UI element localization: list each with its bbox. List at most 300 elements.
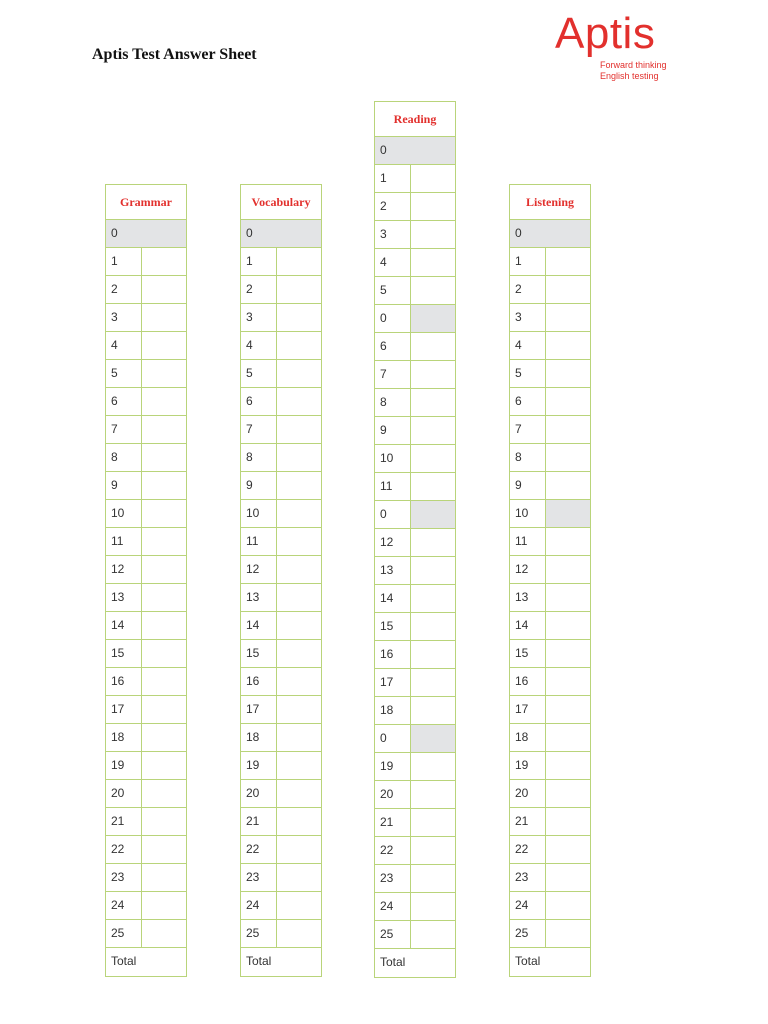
- answer-row: [375, 165, 455, 193]
- question-number: 23: [510, 864, 546, 891]
- question-number: 13: [241, 584, 277, 611]
- answer-row: [375, 417, 455, 445]
- answer-row: [106, 696, 186, 724]
- question-number: 18: [241, 724, 277, 751]
- answer-cell[interactable]: [546, 780, 590, 807]
- answer-row: [375, 585, 455, 613]
- answer-row: [241, 752, 321, 780]
- answer-cell[interactable]: [142, 556, 186, 583]
- answer-row: [510, 724, 590, 752]
- question-number: 10: [106, 500, 142, 527]
- answer-cell[interactable]: [411, 921, 455, 948]
- question-number: 13: [510, 584, 546, 611]
- question-number: 6: [106, 388, 142, 415]
- answer-row: [106, 276, 186, 304]
- question-number: 0: [111, 226, 118, 240]
- answer-cell[interactable]: [546, 248, 590, 275]
- question-number: 23: [375, 865, 411, 892]
- question-number: 14: [241, 612, 277, 639]
- answer-row: [241, 556, 321, 584]
- question-number: 16: [510, 668, 546, 695]
- answer-cell[interactable]: [142, 276, 186, 303]
- answer-cell[interactable]: [142, 724, 186, 751]
- answer-cell[interactable]: [277, 332, 321, 359]
- question-number: 11: [375, 473, 411, 500]
- answer-cell[interactable]: [546, 752, 590, 779]
- answer-cell[interactable]: [411, 613, 455, 640]
- answer-cell[interactable]: [546, 836, 590, 863]
- answer-cell[interactable]: [411, 417, 455, 444]
- answer-row: [241, 304, 321, 332]
- answer-cell[interactable]: [277, 892, 321, 919]
- answer-row: [375, 809, 455, 837]
- answer-row: [375, 725, 455, 753]
- question-number: 8: [375, 389, 411, 416]
- answer-cell[interactable]: [142, 612, 186, 639]
- answer-row: [106, 444, 186, 472]
- answer-row: [510, 612, 590, 640]
- answer-cell[interactable]: [142, 920, 186, 947]
- answer-row: [510, 808, 590, 836]
- answer-cell[interactable]: [142, 836, 186, 863]
- answer-row: [241, 332, 321, 360]
- answer-row: [375, 277, 455, 305]
- question-number: 5: [375, 277, 411, 304]
- question-number: 4: [106, 332, 142, 359]
- question-number: 1: [241, 248, 277, 275]
- answer-row: [375, 669, 455, 697]
- question-number: 12: [375, 529, 411, 556]
- answer-row: [241, 724, 321, 752]
- answer-cell[interactable]: [411, 277, 455, 304]
- answer-cell[interactable]: [277, 780, 321, 807]
- answer-row: [106, 332, 186, 360]
- answer-cell[interactable]: [277, 276, 321, 303]
- question-number: 7: [375, 361, 411, 388]
- answer-cell[interactable]: [142, 696, 186, 723]
- answer-cell[interactable]: [277, 556, 321, 583]
- question-number: 6: [241, 388, 277, 415]
- logo-tagline-line-1: Forward thinking: [600, 60, 667, 70]
- answer-row: [510, 668, 590, 696]
- question-number: 18: [375, 697, 411, 724]
- reading-answer-column: [374, 101, 456, 978]
- question-number: 0: [375, 501, 411, 528]
- answer-cell[interactable]: [142, 500, 186, 527]
- answer-row: [106, 472, 186, 500]
- question-number: 9: [241, 472, 277, 499]
- answer-cell[interactable]: [277, 472, 321, 499]
- question-number: 11: [510, 528, 546, 555]
- question-number: 8: [241, 444, 277, 471]
- answer-cell[interactable]: [546, 276, 590, 303]
- question-number: 16: [106, 668, 142, 695]
- answer-row: [106, 304, 186, 332]
- answer-row: [375, 333, 455, 361]
- question-number: 8: [106, 444, 142, 471]
- answer-cell[interactable]: [411, 697, 455, 724]
- answer-cell[interactable]: [546, 304, 590, 331]
- answer-row: [510, 836, 590, 864]
- page-title: Aptis Test Answer Sheet: [92, 46, 257, 63]
- answer-row: [241, 892, 321, 920]
- answer-cell[interactable]: [546, 332, 590, 359]
- question-number: 12: [106, 556, 142, 583]
- answer-cell[interactable]: [411, 753, 455, 780]
- answer-row: [106, 668, 186, 696]
- answer-cell[interactable]: [142, 360, 186, 387]
- column-heading: Grammar: [106, 185, 186, 220]
- question-number: 2: [241, 276, 277, 303]
- question-number: 14: [375, 585, 411, 612]
- answer-cell[interactable]: [546, 696, 590, 723]
- answer-row: [375, 305, 455, 333]
- question-number: 19: [106, 752, 142, 779]
- question-number: 20: [375, 781, 411, 808]
- answer-row: [106, 780, 186, 808]
- answer-row: [241, 696, 321, 724]
- answer-cell[interactable]: [277, 920, 321, 947]
- answer-cell[interactable]: [277, 640, 321, 667]
- question-number: 6: [510, 388, 546, 415]
- question-number: 11: [241, 528, 277, 555]
- question-number: 22: [510, 836, 546, 863]
- total-label: Total: [515, 954, 541, 968]
- answer-row: [510, 360, 590, 388]
- logo-tagline: [600, 60, 667, 82]
- question-number: 5: [510, 360, 546, 387]
- answer-row: [241, 584, 321, 612]
- question-number: 7: [510, 416, 546, 443]
- answer-cell[interactable]: [546, 472, 590, 499]
- question-number: 0: [246, 226, 253, 240]
- answer-row: [510, 752, 590, 780]
- answer-cell[interactable]: [546, 556, 590, 583]
- question-number: 21: [375, 809, 411, 836]
- answer-cell[interactable]: [411, 837, 455, 864]
- answer-cell[interactable]: [142, 332, 186, 359]
- question-number: 15: [375, 613, 411, 640]
- logo-tagline-line-2: English testing: [600, 71, 659, 81]
- answer-cell[interactable]: [277, 752, 321, 779]
- question-number: 16: [375, 641, 411, 668]
- answer-cell[interactable]: [142, 248, 186, 275]
- question-number: 21: [241, 808, 277, 835]
- logo-wordmark: Aptis: [555, 9, 656, 58]
- answer-cell[interactable]: [277, 500, 321, 527]
- total-row: [510, 948, 590, 976]
- answer-cell[interactable]: [546, 584, 590, 611]
- answer-cell[interactable]: [546, 640, 590, 667]
- question-number: 2: [375, 193, 411, 220]
- answer-cell[interactable]: [546, 416, 590, 443]
- answer-row: [375, 221, 455, 249]
- answer-row: [106, 360, 186, 388]
- total-row: [375, 949, 455, 977]
- answer-cell[interactable]: [277, 528, 321, 555]
- answer-row: [375, 641, 455, 669]
- answer-cell[interactable]: [277, 864, 321, 891]
- answer-cell[interactable]: [411, 165, 455, 192]
- question-number: 15: [106, 640, 142, 667]
- answer-cell[interactable]: [277, 612, 321, 639]
- question-number: 3: [510, 304, 546, 331]
- answer-row: [241, 528, 321, 556]
- answer-row: [106, 920, 186, 948]
- answer-row: [375, 529, 455, 557]
- answer-row: [241, 668, 321, 696]
- question-number: 23: [106, 864, 142, 891]
- answer-cell[interactable]: [546, 892, 590, 919]
- question-number: 19: [510, 752, 546, 779]
- question-number: 25: [241, 920, 277, 947]
- listening-answer-column: [509, 184, 591, 977]
- question-number: 23: [241, 864, 277, 891]
- answer-row: [510, 556, 590, 584]
- answer-row: [241, 808, 321, 836]
- question-number: 17: [375, 669, 411, 696]
- answer-row: [510, 528, 590, 556]
- answer-cell[interactable]: [546, 668, 590, 695]
- question-number: 25: [510, 920, 546, 947]
- question-number: 17: [106, 696, 142, 723]
- answer-row: [106, 864, 186, 892]
- shaded-answer-cell[interactable]: [411, 725, 455, 752]
- question-number: 0: [375, 725, 411, 752]
- question-number: 18: [106, 724, 142, 751]
- answer-cell[interactable]: [411, 221, 455, 248]
- answer-cell[interactable]: [411, 669, 455, 696]
- answer-cell[interactable]: [411, 641, 455, 668]
- total-row: [106, 948, 186, 976]
- answer-row: [375, 389, 455, 417]
- answer-row: [510, 640, 590, 668]
- answer-cell[interactable]: [546, 612, 590, 639]
- answer-row: [375, 473, 455, 501]
- answer-cell[interactable]: [277, 304, 321, 331]
- answer-row: [106, 556, 186, 584]
- answer-row: [106, 500, 186, 528]
- question-number: 9: [106, 472, 142, 499]
- question-number: 20: [510, 780, 546, 807]
- question-number: 24: [510, 892, 546, 919]
- answer-cell[interactable]: [411, 893, 455, 920]
- answer-cell[interactable]: [142, 864, 186, 891]
- question-number: 5: [241, 360, 277, 387]
- question-number: 17: [241, 696, 277, 723]
- answer-rows: [510, 220, 590, 976]
- question-number: 4: [510, 332, 546, 359]
- answer-cell[interactable]: [411, 333, 455, 360]
- column-heading: Reading: [375, 102, 455, 137]
- question-number: 10: [510, 500, 546, 527]
- vocabulary-answer-column: [240, 184, 322, 977]
- question-number: 8: [510, 444, 546, 471]
- question-number: 7: [241, 416, 277, 443]
- question-number: 24: [106, 892, 142, 919]
- answer-cell[interactable]: [411, 809, 455, 836]
- question-number: 24: [375, 893, 411, 920]
- answer-rows: [241, 220, 321, 976]
- answer-row: [510, 920, 590, 948]
- grammar-answer-column: [105, 184, 187, 977]
- question-number: 15: [510, 640, 546, 667]
- answer-cell[interactable]: [142, 388, 186, 415]
- answer-row: [510, 864, 590, 892]
- total-row: [241, 948, 321, 976]
- answer-cell[interactable]: [411, 557, 455, 584]
- answer-row: [241, 472, 321, 500]
- answer-cell[interactable]: [277, 836, 321, 863]
- question-number: 16: [241, 668, 277, 695]
- question-number: 14: [106, 612, 142, 639]
- answer-cell[interactable]: [546, 864, 590, 891]
- answer-cell[interactable]: [546, 920, 590, 947]
- answer-cell[interactable]: [277, 668, 321, 695]
- answer-row: [375, 697, 455, 725]
- question-number: 5: [106, 360, 142, 387]
- answer-cell[interactable]: [546, 360, 590, 387]
- answer-rows: [375, 137, 455, 977]
- answer-cell[interactable]: [411, 473, 455, 500]
- answer-cell[interactable]: [142, 640, 186, 667]
- question-number: 20: [241, 780, 277, 807]
- aptis-logo: [555, 9, 695, 84]
- answer-row: [106, 892, 186, 920]
- answer-cell[interactable]: [277, 248, 321, 275]
- question-number: 13: [375, 557, 411, 584]
- answer-cell[interactable]: [142, 668, 186, 695]
- total-label: Total: [246, 954, 272, 968]
- answer-cell[interactable]: [546, 724, 590, 751]
- answer-rows: [106, 220, 186, 976]
- question-number: 21: [106, 808, 142, 835]
- answer-row: [510, 472, 590, 500]
- answer-row: [241, 360, 321, 388]
- question-number: 21: [510, 808, 546, 835]
- answer-row: [106, 724, 186, 752]
- answer-row: [106, 808, 186, 836]
- answer-cell[interactable]: [277, 808, 321, 835]
- question-number: 19: [375, 753, 411, 780]
- question-number: 24: [241, 892, 277, 919]
- question-number: 9: [375, 417, 411, 444]
- question-number: 22: [106, 836, 142, 863]
- answer-row: [375, 837, 455, 865]
- answer-cell[interactable]: [277, 696, 321, 723]
- question-number: 12: [510, 556, 546, 583]
- question-number: 11: [106, 528, 142, 555]
- answer-cell[interactable]: [411, 529, 455, 556]
- question-number: 17: [510, 696, 546, 723]
- answer-row: [375, 921, 455, 949]
- answer-row: [106, 640, 186, 668]
- answer-cell[interactable]: [277, 388, 321, 415]
- answer-cell[interactable]: [546, 388, 590, 415]
- answer-row: [375, 781, 455, 809]
- question-number: 3: [375, 221, 411, 248]
- answer-cell[interactable]: [411, 361, 455, 388]
- answer-cell[interactable]: [142, 584, 186, 611]
- answer-row: [510, 444, 590, 472]
- question-number: 10: [375, 445, 411, 472]
- answer-row: [375, 893, 455, 921]
- answer-row: [241, 780, 321, 808]
- answer-row: [106, 584, 186, 612]
- answer-cell[interactable]: [142, 780, 186, 807]
- answer-cell[interactable]: [277, 584, 321, 611]
- question-number: 9: [510, 472, 546, 499]
- answer-cell[interactable]: [142, 752, 186, 779]
- answer-cell[interactable]: [546, 808, 590, 835]
- answer-row: [241, 248, 321, 276]
- answer-cell[interactable]: [142, 892, 186, 919]
- answer-row: [375, 865, 455, 893]
- answer-cell[interactable]: [546, 528, 590, 555]
- answer-row: [106, 388, 186, 416]
- question-number: 3: [241, 304, 277, 331]
- answer-row: [106, 416, 186, 444]
- answer-row: [510, 248, 590, 276]
- question-number: 2: [106, 276, 142, 303]
- answer-row: [510, 696, 590, 724]
- question-number: 1: [510, 248, 546, 275]
- answer-cell[interactable]: [277, 360, 321, 387]
- question-number: 25: [375, 921, 411, 948]
- answer-cell[interactable]: [411, 865, 455, 892]
- shaded-answer-cell[interactable]: [411, 501, 455, 528]
- shaded-answer-cell[interactable]: [546, 500, 590, 527]
- answer-cell[interactable]: [546, 444, 590, 471]
- answer-row: [106, 248, 186, 276]
- answer-cell[interactable]: [142, 444, 186, 471]
- answer-row: [510, 892, 590, 920]
- answer-cell[interactable]: [411, 445, 455, 472]
- answer-cell[interactable]: [142, 528, 186, 555]
- question-number: 22: [375, 837, 411, 864]
- answer-cell[interactable]: [277, 416, 321, 443]
- answer-cell[interactable]: [277, 444, 321, 471]
- answer-cell[interactable]: [411, 389, 455, 416]
- answer-cell[interactable]: [411, 781, 455, 808]
- question-number: 10: [241, 500, 277, 527]
- answer-row: [241, 920, 321, 948]
- answer-row: [510, 304, 590, 332]
- answer-row: [106, 528, 186, 556]
- answer-cell[interactable]: [411, 249, 455, 276]
- question-number: 25: [106, 920, 142, 947]
- answer-cell[interactable]: [411, 585, 455, 612]
- answer-cell[interactable]: [142, 472, 186, 499]
- question-number: 3: [106, 304, 142, 331]
- answer-row: [106, 220, 186, 248]
- answer-cell[interactable]: [142, 808, 186, 835]
- answer-cell[interactable]: [142, 416, 186, 443]
- answer-cell[interactable]: [277, 724, 321, 751]
- answer-row: [241, 836, 321, 864]
- answer-cell[interactable]: [142, 304, 186, 331]
- question-number: 0: [515, 226, 522, 240]
- answer-row: [375, 445, 455, 473]
- question-number: 15: [241, 640, 277, 667]
- total-label: Total: [380, 955, 406, 969]
- shaded-answer-cell[interactable]: [411, 305, 455, 332]
- question-number: 2: [510, 276, 546, 303]
- answer-cell[interactable]: [411, 193, 455, 220]
- answer-row: [375, 753, 455, 781]
- answer-row: [510, 584, 590, 612]
- question-number: 7: [106, 416, 142, 443]
